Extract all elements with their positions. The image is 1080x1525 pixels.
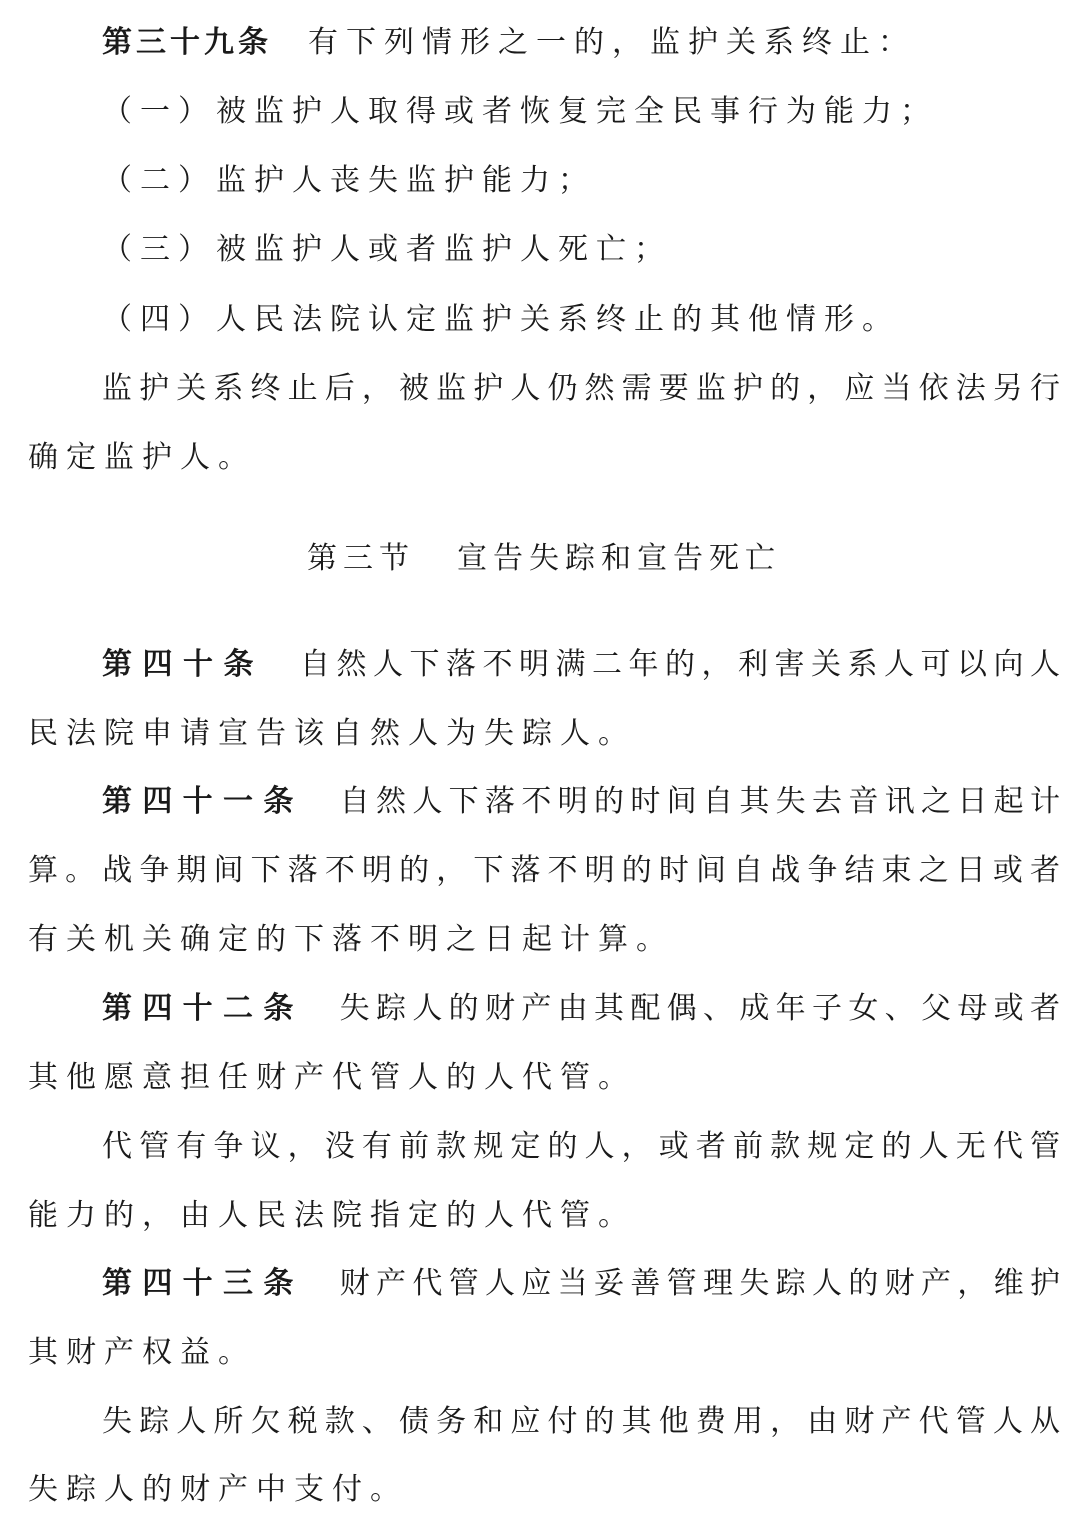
art41-line-2: 算。战争期间下落不明的，下落不明的时间自战争结束之日或者 bbox=[28, 853, 1060, 888]
art41-text-1: 自然人下落不明的时间自其失去音讯之日起计 bbox=[339, 784, 1061, 819]
art39-para2-line-2: 确定监护人。 bbox=[28, 440, 256, 475]
art39-item-4: （四）人民法院认定监护关系终止的其他情形。 bbox=[102, 302, 900, 337]
section-heading bbox=[28, 524, 1060, 594]
art39-item-3: （三）被监护人或者监护人死亡； bbox=[102, 232, 672, 267]
art42-text-1: 失踪人的财产由其配偶、成年子女、父母或者 bbox=[339, 991, 1061, 1026]
art39-item-1: （一）被监护人取得或者恢复完全民事行为能力； bbox=[102, 94, 938, 129]
art40-line-1 bbox=[28, 630, 1060, 700]
art42-line-2: 其他愿意担任财产代管人的人代管。 bbox=[28, 1060, 636, 1095]
art40-line-2: 民法院申请宣告该自然人为失踪人。 bbox=[28, 716, 636, 751]
art41-label: 第四十一条 bbox=[102, 784, 304, 819]
art42-para2-line-1: 代管有争议，没有前款规定的人，或者前款规定的人无代管 bbox=[102, 1129, 1060, 1164]
art43-line-2: 其财产权益。 bbox=[28, 1335, 256, 1370]
section-number: 第三节 bbox=[307, 541, 415, 576]
art40-label: 第四十条 bbox=[102, 647, 264, 682]
art42-label: 第四十二条 bbox=[102, 991, 304, 1026]
art42-para2-line-2: 能力的，由人民法院指定的人代管。 bbox=[28, 1198, 636, 1233]
art42-line-1 bbox=[28, 974, 1060, 1044]
art43-para2-line-1: 失踪人所欠税款、债务和应付的其他费用，由财产代管人从 bbox=[102, 1404, 1060, 1439]
section-title: 宣告失踪和宣告死亡 bbox=[457, 541, 781, 576]
art39-item-2: （二）监护人丧失监护能力； bbox=[102, 163, 596, 198]
art43-line-1 bbox=[28, 1249, 1060, 1319]
art43-label: 第四十三条 bbox=[102, 1266, 304, 1301]
art40-text-1: 自然人下落不明满二年的，利害关系人可以向人 bbox=[300, 647, 1060, 682]
art43-para2-line-2: 失踪人的财产中支付。 bbox=[28, 1472, 408, 1507]
art39-line-1 bbox=[28, 8, 1060, 78]
art41-line-1 bbox=[28, 767, 1060, 837]
art39-para2-line-1: 监护关系终止后，被监护人仍然需要监护的，应当依法另行 bbox=[102, 371, 1060, 406]
art43-text-1: 财产代管人应当妥善管理失踪人的财产，维护 bbox=[339, 1266, 1061, 1301]
art39-label: 第三十九条 bbox=[102, 25, 272, 60]
art41-line-3: 有关机关确定的下落不明之日起计算。 bbox=[28, 922, 674, 957]
art39-text-1: 有下列情形之一的，监护关系终止： bbox=[308, 25, 916, 60]
